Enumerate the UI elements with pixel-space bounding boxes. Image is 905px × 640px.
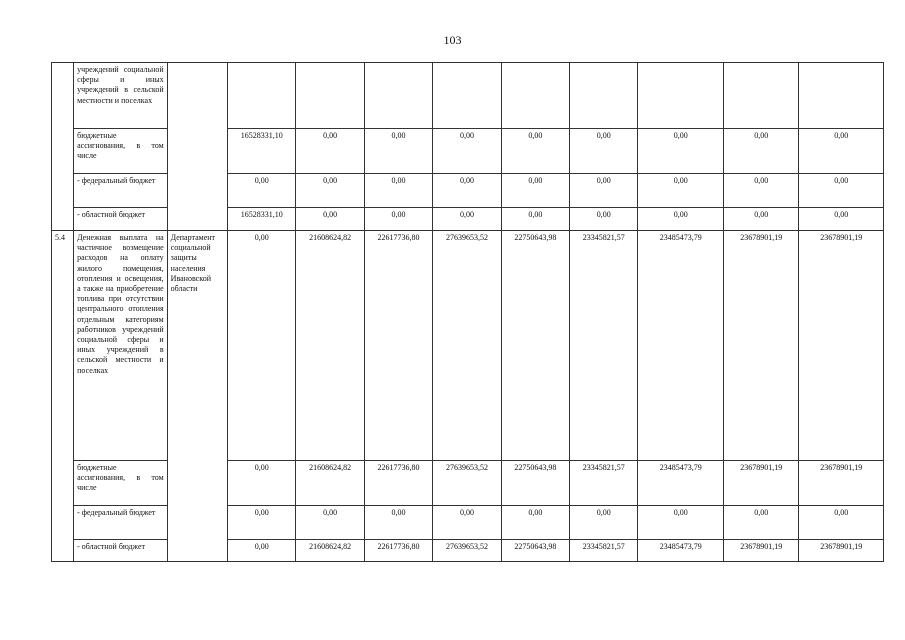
executor-cell (167, 129, 227, 174)
value-cell: 16528331,10 (228, 129, 296, 174)
index-cell (52, 129, 74, 174)
value-cell: 0,00 (364, 506, 432, 540)
row-label: бюджетные ассигнования, в том числе (74, 461, 168, 506)
table-row (52, 540, 884, 562)
value-cell: 0,00 (638, 174, 724, 208)
value-cell: 0,00 (501, 208, 569, 231)
row-label: - областной бюджет (74, 208, 168, 231)
value-cell: 0,00 (638, 208, 724, 231)
index-cell (52, 506, 74, 540)
index-cell (52, 63, 74, 129)
value-cell: 22750643,98 (501, 461, 569, 506)
value-cell: 21608624,82 (296, 231, 364, 461)
value-cell (799, 63, 884, 129)
value-cell: 0,00 (638, 506, 724, 540)
index-cell (52, 174, 74, 208)
value-cell: 23678901,19 (723, 540, 798, 562)
value-cell (501, 63, 569, 129)
value-cell (296, 63, 364, 129)
value-cell (228, 63, 296, 129)
budget-table (51, 62, 884, 562)
value-cell: 0,00 (570, 506, 638, 540)
row-label: - федеральный бюджет (74, 174, 168, 208)
value-cell: 0,00 (723, 129, 798, 174)
value-cell: 27639653,52 (433, 231, 501, 461)
value-cell: 0,00 (364, 129, 432, 174)
value-cell: 21608624,82 (296, 461, 364, 506)
executor-cell (167, 540, 227, 562)
index-cell (52, 208, 74, 231)
executor-cell (167, 461, 227, 506)
value-cell: 23485473,79 (638, 461, 724, 506)
value-cell: 0,00 (296, 506, 364, 540)
table-row (52, 174, 884, 208)
table-row (52, 506, 884, 540)
value-cell: 0,00 (228, 540, 296, 562)
value-cell: 22617736,80 (364, 461, 432, 506)
value-cell: 0,00 (799, 208, 884, 231)
value-cell: 0,00 (364, 208, 432, 231)
value-cell: 0,00 (296, 208, 364, 231)
value-cell: 16528331,10 (228, 208, 296, 231)
value-cell: 27639653,52 (433, 540, 501, 562)
executor-cell (167, 174, 227, 208)
value-cell: 0,00 (501, 174, 569, 208)
value-cell: 0,00 (433, 174, 501, 208)
value-cell: 23485473,79 (638, 540, 724, 562)
table-row (52, 208, 884, 231)
value-cell: 0,00 (228, 461, 296, 506)
item-executor: Департамент социальной защиты населения Ивановской области (167, 231, 227, 461)
item-description: Денежная выплата на частичное возмещение расходов на оплату жилого помещения, отопления и освещения, а также на приобретение топлива при отсутствии центрального отопления отдельным категориям работников учреждений социальной сферы и иных учреждений в сельской местности и поселках (74, 231, 168, 461)
value-cell: 23678901,19 (799, 540, 884, 562)
row-label: - областной бюджет (74, 540, 168, 562)
index-cell (52, 540, 74, 562)
value-cell: 22750643,98 (501, 540, 569, 562)
value-cell (723, 63, 798, 129)
item-index: 5.4 (52, 231, 74, 461)
value-cell: 23678901,19 (799, 231, 884, 461)
description-cell: учреждений социальной сферы и иных учреждений в сельской местности и поселках (74, 63, 168, 129)
value-cell: 23485473,79 (638, 231, 724, 461)
value-cell (638, 63, 724, 129)
value-cell: 0,00 (723, 208, 798, 231)
value-cell: 0,00 (296, 174, 364, 208)
value-cell: 23678901,19 (723, 231, 798, 461)
value-cell: 22617736,80 (364, 540, 432, 562)
value-cell: 0,00 (228, 506, 296, 540)
value-cell (433, 63, 501, 129)
value-cell: 0,00 (433, 129, 501, 174)
value-cell: 27639653,52 (433, 461, 501, 506)
value-cell: 0,00 (570, 174, 638, 208)
value-cell: 0,00 (296, 129, 364, 174)
value-cell: 23678901,19 (723, 461, 798, 506)
value-cell: 0,00 (799, 174, 884, 208)
table-row (52, 461, 884, 506)
value-cell: 23678901,19 (799, 461, 884, 506)
value-cell: 0,00 (228, 174, 296, 208)
value-cell: 0,00 (570, 208, 638, 231)
value-cell: 23345821,57 (570, 231, 638, 461)
index-cell (52, 461, 74, 506)
value-cell: 22750643,98 (501, 231, 569, 461)
row-label: - федеральный бюджет (74, 506, 168, 540)
value-cell: 0,00 (501, 129, 569, 174)
table-row (52, 129, 884, 174)
value-cell: 0,00 (799, 506, 884, 540)
value-cell: 0,00 (723, 174, 798, 208)
value-cell: 0,00 (501, 506, 569, 540)
value-cell: 0,00 (433, 506, 501, 540)
executor-cell (167, 208, 227, 231)
executor-cell (167, 63, 227, 129)
executor-cell (167, 506, 227, 540)
value-cell: 0,00 (799, 129, 884, 174)
table-row (52, 231, 884, 461)
value-cell: 0,00 (228, 231, 296, 461)
row-label: бюджетные ассигнования, в том числе (74, 129, 168, 174)
value-cell: 23345821,57 (570, 461, 638, 506)
value-cell: 21608624,82 (296, 540, 364, 562)
value-cell: 0,00 (723, 506, 798, 540)
page-number: 103 (443, 33, 462, 47)
value-cell (570, 63, 638, 129)
table-row (52, 63, 884, 129)
value-cell (364, 63, 432, 129)
value-cell: 0,00 (570, 129, 638, 174)
value-cell: 0,00 (364, 174, 432, 208)
value-cell: 22617736,80 (364, 231, 432, 461)
value-cell: 0,00 (638, 129, 724, 174)
value-cell: 0,00 (433, 208, 501, 231)
value-cell: 23345821,57 (570, 540, 638, 562)
